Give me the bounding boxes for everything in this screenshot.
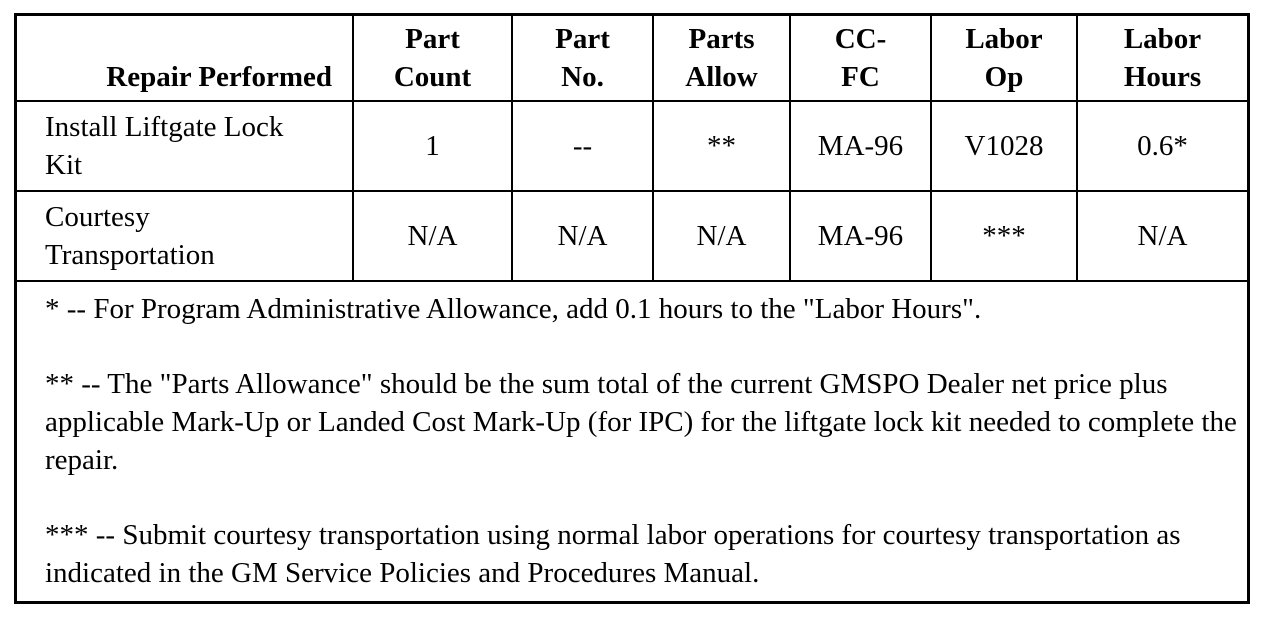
table-row — [17, 101, 1247, 191]
header-label-line2: Allow — [685, 61, 758, 93]
table-row — [17, 191, 1247, 281]
header-repair-performed — [17, 16, 353, 101]
repair-table — [17, 16, 1247, 282]
header-labor-op — [931, 16, 1077, 101]
header-label-line2: Op — [984, 61, 1024, 93]
header-label-line2: FC — [841, 61, 880, 93]
header-part-no — [512, 16, 653, 101]
cell-labor-hours: N/A — [1077, 191, 1247, 281]
header-label-line2: No. — [561, 61, 604, 93]
header-label — [654, 20, 789, 100]
header-label — [513, 20, 652, 100]
footnote-parts-allowance: ** -- The "Parts Allowance" should be the sum total of the current GMSPO Dealer net price plus applicable Mark-Up or Landed Cost Mark-Up (for IPC) for the liftgate lock kit needed to complete the repair. — [45, 368, 1237, 476]
header-label-line2: Count — [393, 61, 472, 93]
cell-labor-op: *** — [931, 191, 1077, 281]
footnote-courtesy-transportation: *** -- Submit courtesy transportation using normal labor operations for courtesy transportation as indicated in the GM Service Policies and Procedures Manual. — [45, 519, 1181, 589]
header-label-line1: Part — [405, 23, 460, 55]
cell-part-no: -- — [512, 101, 653, 191]
cell-parts-allow: N/A — [653, 191, 790, 281]
header-label-line1: Labor — [1123, 23, 1202, 55]
cell-part-no: N/A — [512, 191, 653, 281]
cell-labor-hours: 0.6* — [1077, 101, 1247, 191]
cell-part-count: N/A — [353, 191, 512, 281]
header-label — [932, 20, 1076, 100]
header-labor-hours — [1077, 16, 1247, 101]
cell-labor-op: V1028 — [931, 101, 1077, 191]
header-label-line1: Labor — [965, 23, 1043, 55]
repair-label-line1: Install Liftgate Lock — [45, 111, 284, 143]
header-parts-allow — [653, 16, 790, 101]
cell-repair-performed — [17, 101, 353, 191]
footnote-labor-hours: * -- For Program Administrative Allowance, add 0.1 hours to the "Labor Hours". — [45, 293, 982, 325]
repair-label-line1: Courtesy — [45, 201, 150, 233]
cell-cc-fc: MA-96 — [790, 191, 931, 281]
header-label-line2: Hours — [1123, 61, 1202, 93]
header-label-line1: Parts — [688, 23, 755, 55]
header-label-line1: Part — [555, 23, 610, 55]
table-header-row — [17, 16, 1247, 101]
header-label-line1: CC- — [834, 23, 887, 55]
header-label — [791, 20, 930, 100]
cell-cc-fc: MA-96 — [790, 101, 931, 191]
header-cc-fc — [790, 16, 931, 101]
cell-repair-performed — [17, 191, 353, 281]
header-label: Repair Performed — [106, 61, 332, 93]
repair-table-frame — [14, 13, 1250, 604]
header-part-count — [353, 16, 512, 101]
cell-parts-allow: ** — [653, 101, 790, 191]
cell-part-count: 1 — [353, 101, 512, 191]
footnotes — [17, 282, 1247, 592]
repair-label-line2: Transportation — [45, 239, 215, 271]
header-label — [354, 20, 511, 100]
repair-label-line2: Kit — [45, 149, 83, 181]
header-label — [1078, 20, 1247, 100]
